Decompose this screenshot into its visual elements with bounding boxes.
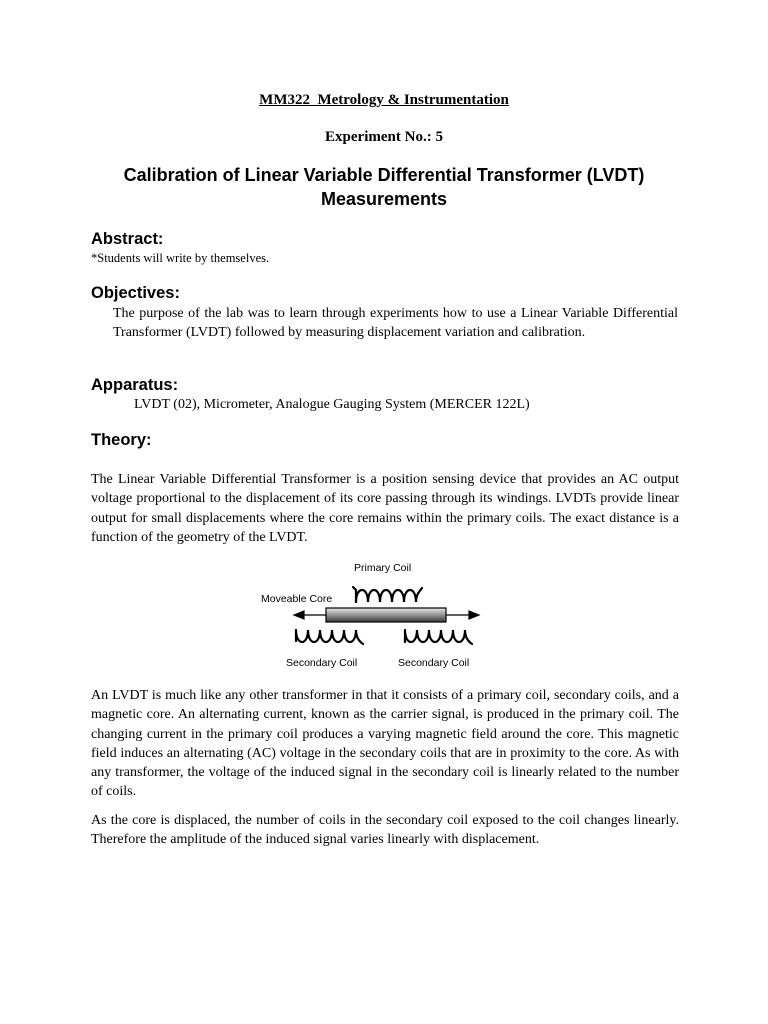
theory-paragraph-2: An LVDT is much like any other transformer in that it consists of a primary coil, secondary coils, and a magnetic core. An alternating current, known as the carrier signal, is produced in the primary coil. The changing current in the primary coil produces a varying magnetic field around the core. This magnetic field induces an alternating (AC) voltage in the secondary coils that are in proximity to the core. As with any transformer, the voltage of the induced signal in the secondary coil is linearly related to the number of coils. [91,688,679,800]
primary-coil-label: Primary Coil [354,562,412,574]
secondary-coil-left-winding [296,630,363,644]
apparatus-text: LVDT (02), Micrometer, Analogue Gauging System (MERCER 122L) [134,397,530,412]
secondary-coil-left-label: Secondary Coil [286,657,358,669]
primary-coil-winding [353,587,422,602]
abstract-heading: Abstract: [91,230,164,248]
objectives-text: The purpose of the lab was to learn through experiments how to use a Linear Variable Differential Transformer (LVDT) followed by measuring displacement variation and calibration. [113,306,678,341]
objectives-heading: Objectives: [91,284,180,302]
moveable-core-label: Moveable Core [261,593,333,605]
experiment-number: Experiment No.: 5 [325,129,443,145]
theory-heading: Theory: [91,431,152,449]
secondary-coil-right-winding [405,630,472,644]
abstract-text: *Students will write by themselves. [91,251,270,265]
lvdt-diagram [250,558,490,674]
moveable-core [326,608,446,622]
theory-paragraph-3: As the core is displaced, the number of coils in the secondary coil exposed to the coil changes linearly. Therefore the amplitude of the induced signal varies linearly with displacement. [91,813,679,848]
theory-paragraph-1: The Linear Variable Differential Transformer is a position sensing device that provides an AC output voltage proportional to the displacement of its core passing through its windings. LVDTs provide linear output for small displacements where the core remains within the primary coils. The exact distance is a function of the geometry of the LVDT. [91,472,679,545]
apparatus-heading: Apparatus: [91,376,179,394]
secondary-coil-right-label: Secondary Coil [398,657,470,669]
course-title: MM322_Metrology & Instrumentation [259,92,509,108]
document-title: Calibration of Linear Variable Differential Transformer (LVDT) Measurements [123,165,645,209]
